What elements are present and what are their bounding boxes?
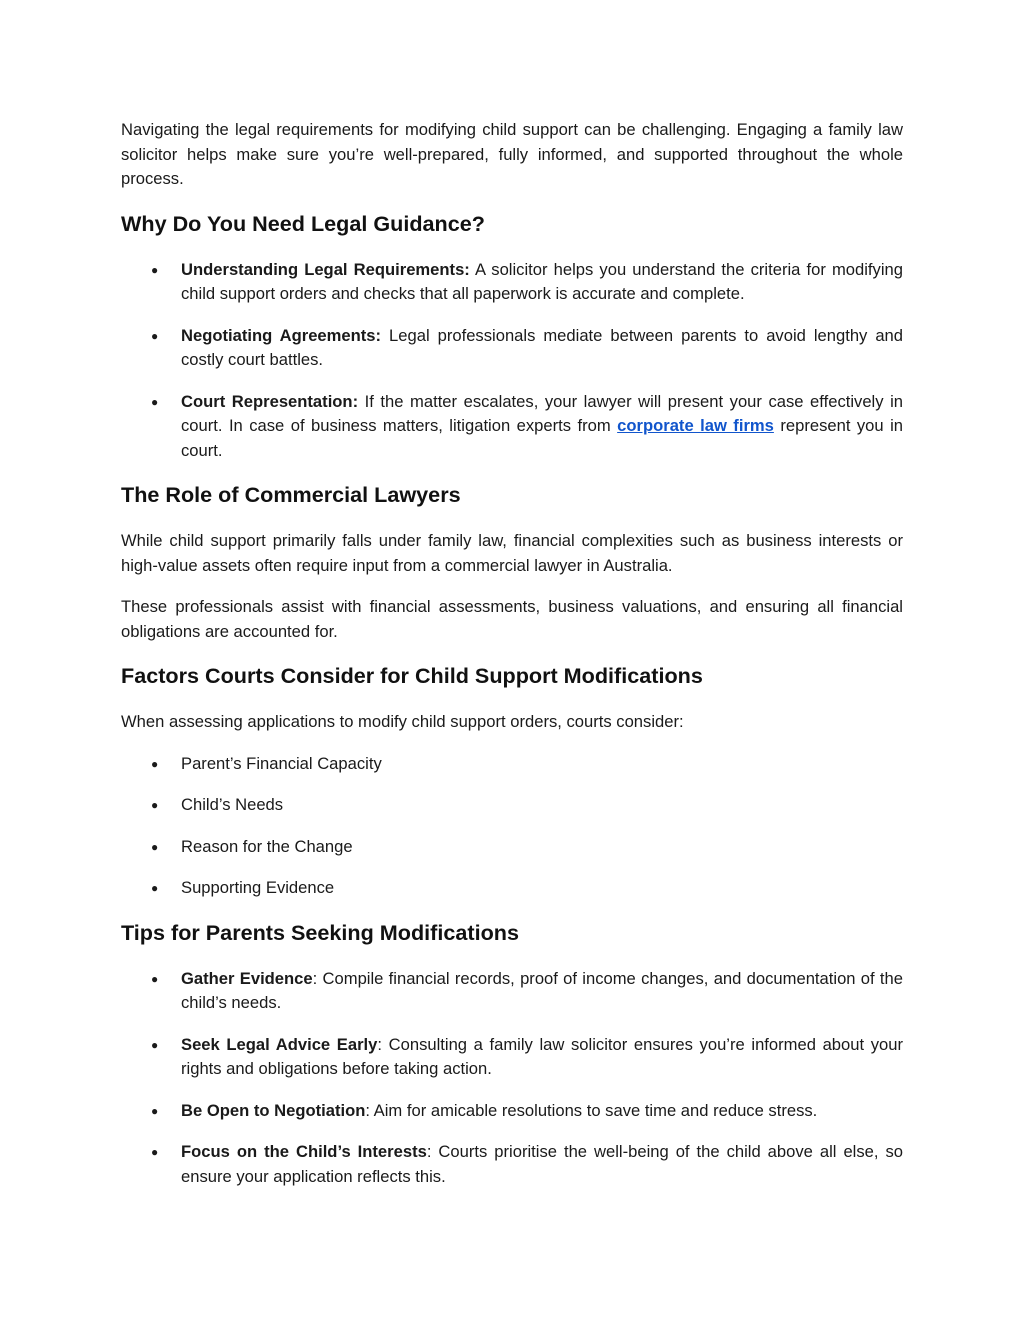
list-item bbox=[121, 793, 903, 818]
list-item-title: Understanding Legal Requirements: bbox=[181, 259, 470, 279]
tips-list bbox=[121, 967, 903, 1190]
list-item bbox=[121, 876, 903, 901]
document-page bbox=[121, 118, 903, 1189]
bullet-icon: ● bbox=[151, 971, 159, 986]
list-item-title: Be Open to Negotiation bbox=[181, 1100, 366, 1120]
legal-guidance-list bbox=[121, 258, 903, 464]
heading-commercial-lawyers: The Role of Commercial Lawyers bbox=[121, 482, 461, 507]
commercial-lawyers-paragraph-2: These professionals assist with financial assessments, business valuations, and ensuring all financial obligations are accounted for. bbox=[121, 597, 903, 641]
list-item-text: represent you in court. bbox=[181, 416, 903, 460]
list-item-title: Gather Evidence bbox=[181, 968, 313, 988]
list-item bbox=[121, 324, 903, 373]
heading-tips: Tips for Parents Seeking Modifications bbox=[121, 919, 519, 945]
intro-paragraph: Navigating the legal requirements for modifying child support can be challenging. Engaging a family law solicitor helps make sure you’re well-prepared, fully informed, and supported throughout the whole process. bbox=[121, 120, 903, 188]
list-item bbox=[121, 967, 903, 1016]
list-item bbox=[121, 835, 903, 860]
bullet-icon: ● bbox=[151, 262, 159, 277]
bullet-icon: ● bbox=[151, 328, 159, 343]
bullet-icon: ● bbox=[151, 756, 159, 771]
factors-intro: When assessing applications to modify child support orders, courts consider: bbox=[121, 712, 684, 731]
list-item-text: Parent’s Financial Capacity bbox=[181, 753, 382, 773]
list-item-text: A solicitor helps you understand the criteria for modifying child support orders and checks that all paperwork is accurate and complete. bbox=[181, 259, 903, 303]
bullet-icon: ● bbox=[151, 881, 159, 895]
corporate-law-firms-link[interactable]: corporate law firms bbox=[617, 416, 774, 435]
list-item bbox=[121, 1140, 903, 1189]
list-item-title: Negotiating Agreements: bbox=[181, 325, 382, 345]
factors-list bbox=[121, 752, 903, 901]
bullet-icon: ● bbox=[151, 1145, 159, 1159]
heading-legal-guidance: Why Do You Need Legal Guidance? bbox=[121, 210, 485, 236]
list-item bbox=[121, 1033, 903, 1082]
bullet-icon: ● bbox=[151, 839, 159, 854]
list-item-title: Seek Legal Advice Early bbox=[181, 1034, 378, 1054]
bullet-icon: ● bbox=[151, 394, 159, 409]
list-item-title: Court Representation: bbox=[181, 391, 359, 411]
list-item bbox=[121, 752, 903, 777]
list-item bbox=[121, 1099, 903, 1124]
bullet-icon: ● bbox=[151, 798, 159, 812]
list-item-text: : Aim for amicable resolutions to save time and reduce stress. bbox=[365, 1100, 818, 1120]
list-item-text: Reason for the Change bbox=[181, 836, 353, 856]
commercial-lawyers-paragraph-1: While child support primarily falls under family law, financial complexities such as business interests or high-value assets often require input from a commercial lawyer in Australia. bbox=[121, 531, 903, 575]
list-item-text: : Courts prioritise the well-being of the child above all else, so ensure your application reflects this. bbox=[181, 1142, 904, 1186]
list-item-text: Supporting Evidence bbox=[181, 878, 335, 897]
heading-factors: Factors Courts Consider for Child Support Modifications bbox=[121, 663, 703, 688]
list-item-text: Legal professionals mediate between parents to avoid lengthy and costly court battles. bbox=[181, 325, 904, 369]
list-item-title: Focus on the Child’s Interests bbox=[181, 1142, 427, 1161]
list-item bbox=[121, 258, 903, 307]
list-item-text: Child’s Needs bbox=[181, 795, 284, 814]
bullet-icon: ● bbox=[151, 1037, 159, 1052]
list-item-text: : Compile financial records, proof of income changes, and documentation of the child’s needs. bbox=[181, 968, 903, 1012]
list-item bbox=[121, 390, 903, 464]
list-item-text: If the matter escalates, your lawyer will present your case effectively in court. In case of business matters, litigation experts from bbox=[181, 391, 903, 435]
list-item-text: : Consulting a family law solicitor ensures you’re informed about your rights and obligations before taking action. bbox=[181, 1034, 904, 1078]
bullet-icon: ● bbox=[151, 1103, 159, 1118]
